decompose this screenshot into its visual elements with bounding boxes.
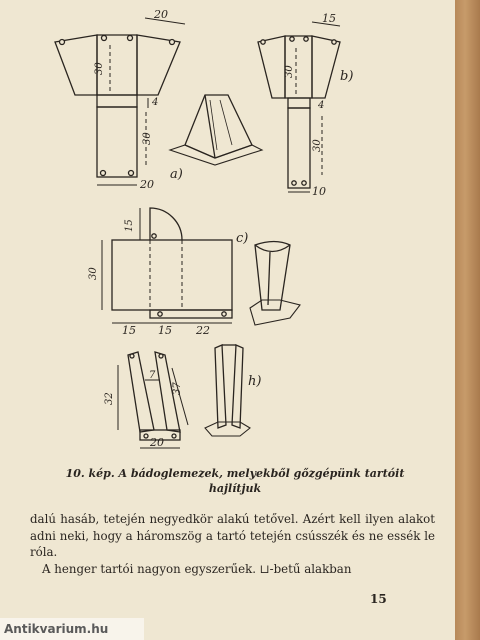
figure-b-pattern bbox=[258, 22, 340, 192]
fig-a-dim-bottom: 20 bbox=[140, 178, 154, 191]
fig-a-dim-h2: 30 bbox=[142, 132, 153, 145]
fig-h-label: h) bbox=[248, 374, 262, 389]
watermark-logo: Antikvarium.hu bbox=[0, 618, 144, 640]
fig-b-dim-bottom: 10 bbox=[312, 185, 326, 198]
caption-line-2: hajlítjuk bbox=[208, 482, 262, 495]
fig-c-label: c) bbox=[236, 231, 249, 246]
fig-a-dim-h1: 30 bbox=[94, 62, 105, 75]
paragraph-1: dalú hasáb, tetején negyedkör alakú tetővel. Azért kell ilyen alakot adni neki, hogy a háromszög a tartó tetején csússzék és ne essék le róla. bbox=[30, 512, 435, 559]
fig-h-dim-bottom: 20 bbox=[150, 436, 164, 449]
fig-b-dim-top: 15 bbox=[322, 12, 336, 25]
fig-c-dim-seg1: 15 bbox=[122, 324, 136, 337]
fig-a-label: a) bbox=[170, 167, 183, 182]
fig-c-dim-height: 30 bbox=[88, 267, 99, 280]
fig-h-dim-gap: 7 bbox=[149, 370, 156, 381]
fig-b-dim-h2: 30 bbox=[312, 139, 323, 152]
fig-h-dim-left: 32 bbox=[104, 392, 115, 405]
caption-line-1: 10. kép. A bádoglemezek, melyekből gőzgépünk tartóit bbox=[65, 467, 405, 480]
fig-a-dim-gap: 4 bbox=[152, 97, 159, 108]
body-text bbox=[30, 511, 435, 577]
figure-caption bbox=[30, 466, 440, 496]
book-edge bbox=[455, 0, 480, 640]
fig-c-dim-seg2: 15 bbox=[158, 324, 172, 337]
fig-a-dim-top: 20 bbox=[154, 8, 168, 21]
fig-b-label: b) bbox=[340, 69, 354, 84]
paragraph-2: A henger tartói nagyon egyszerűek. ⊔-betű alakban bbox=[42, 561, 352, 576]
fig-b-dim-h1: 30 bbox=[284, 65, 295, 78]
fig-b-dim-gap: 4 bbox=[318, 100, 325, 111]
figure-h-pattern bbox=[118, 345, 250, 448]
fig-h-dim-right: 37 bbox=[172, 382, 183, 395]
fig-c-dim-seg3: 22 bbox=[196, 324, 210, 337]
page-number: 15 bbox=[370, 592, 387, 606]
fig-c-dim-radius: 15 bbox=[124, 219, 135, 232]
figure-a-pattern bbox=[55, 18, 262, 185]
